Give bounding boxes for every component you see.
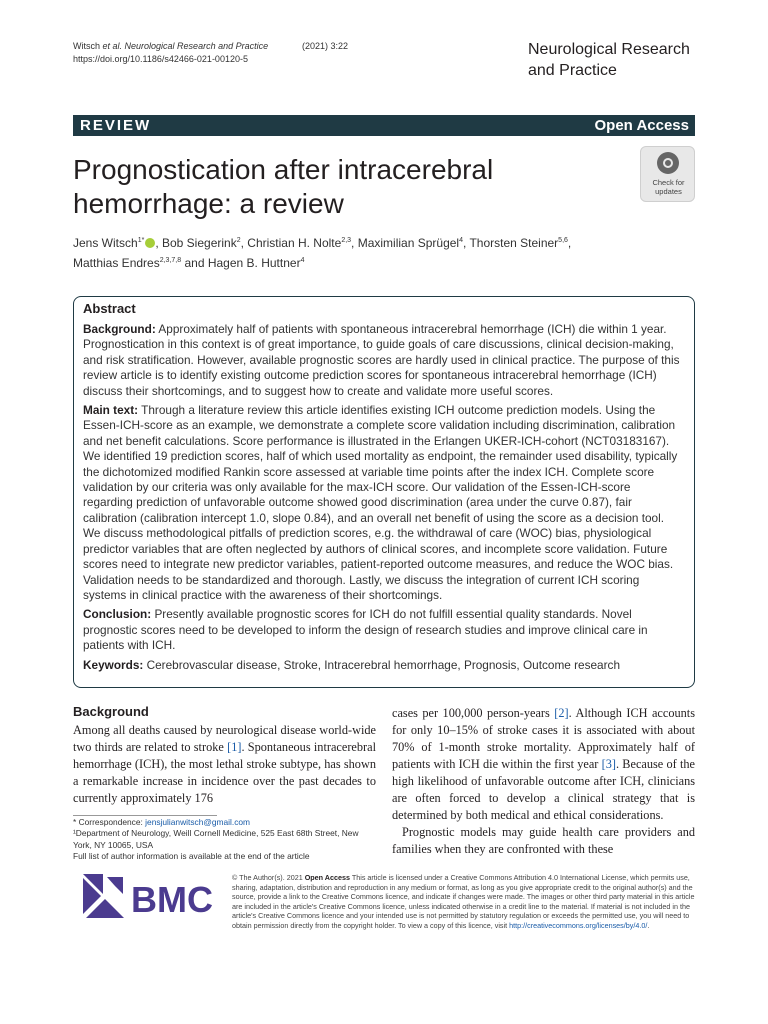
citation-line: Witsch et al. Neurological Research and Practice (73, 41, 269, 51)
article-title: Prognostication after intracerebral hemorrhage: a review (73, 154, 494, 219)
author-info-note: Full list of author information is available at the end of the article (73, 851, 310, 862)
bmc-logo (83, 874, 215, 920)
abstract-keywords: Keywords: Cerebrovascular disease, Stroke, Intracerebral hemorrhage, Prognosis, Outcome research (83, 657, 621, 672)
author-name[interactable]: Matthias Endres (73, 256, 160, 270)
body-right-column (392, 705, 695, 858)
section-heading: Background (73, 704, 149, 719)
abstract-main-text: Main text: Through a literature review this article identifies existing ICH outcome prediction models. Using the Essen-ICH-score as an example, we demonstrate a complete score validation including discrimination, calibration and net benefit calculations. Score performance is illustrated in the Erlangen UKER-ICH-cohort (NCT03183167). We identified 19 prediction scores, half of which used mortality as endpoint, the remainder used disability, typically the dichotomized modified Rankin score assessed at variable time points after the index ICH. Complete score validation by our criteria was only available for the max-ICH score. Our validation of the Essen-ICH-score regarding prediction of unfavorable outcome showed good discrimination (area under the curve 0.87), fair calibration (calibration intercept 1.0, slope 0.84), and an overall net benefit of using the score as a decision tool. We discuss methodological pitfalls of prediction scores, e.g. the withdrawal of care (WOC) bias, physiological predictor variables that are often neglected by authors of clinical scores, and incomplete score validation. Future scores need to integrate new predictor variables, patient-reported outcome measures, and reduce the WOC bias. Validation needs to be standardized and thorough. Lastly, we discuss the integration of current ICH scoring systems in clinical practice with the awareness of their shortcomings. (83, 403, 678, 602)
abstract-conclusion: Conclusion: Presently available prognostic scores for ICH do not fulfill essential quality standards. Novel prognostic scores need to be developed to inform the design of research studies and improve clinical care in patients with ICH. (83, 607, 648, 653)
check-for-updates-button[interactable] (640, 146, 695, 202)
bmc-logo-text: BMC (131, 879, 213, 920)
author-name[interactable]: Bob Siegerink (161, 236, 237, 250)
author-name[interactable]: Hagen B. Huttner (207, 256, 301, 270)
author-list: Jens Witsch$^{1*}$ , Bob Siegerink$^2$, Christian H. Nolte$^{2,3}$, Maximilian Sprügel$^4$, Thorsten Steiner$^{5,6}$, Matthias Endres$^{2,3,7,8}$ and Hagen B. Huttner$^4$ (73, 236, 572, 270)
body-left-column (73, 703, 376, 807)
orcid-icon[interactable] (145, 238, 155, 248)
abstract-body (83, 322, 683, 677)
abstract-box (73, 296, 695, 688)
footnotes (73, 817, 378, 863)
article-type-label: REVIEW (80, 117, 152, 134)
license-text: © The Author(s). 2021 Open Access This article is licensed under a Creative Commons Attribution 4.0 International License, which permits use, sharing, adaptation, distribution and reproduction in any medium or format, as long as you give appropriate credit to the original author(s) and the source, provide a link to the Creative Commons licence, and indicate if changes were made. The images or other third party material in this article are included in the article's Creative Commons licence, unless indicated otherwise in a credit line to the material. If material is not included in the article's Creative Commons licence and your intended use is not permitted by statutory regulation or exceeds the permitted use, you will need to obtain permission directly from the copyright holder. To view a copy of this licence, visit http://creativecommons.org/licenses/by/4.0/. (232, 873, 695, 930)
check-updates-label: Check for updates (652, 178, 685, 196)
body-paragraph: cases per 100,000 person-years [2]. Although ICH accounts for only 10–15% of stroke cases it is associated with about 70% of 1-month stroke mortality. Approximately half of patients with ICH die within the first year [3]. Because of the high likelihood of unfavorable outcome after ICH, clinicians are often forced to develop a clinical strategy that is determined by both medical and ethical considerations. (392, 706, 696, 822)
open-access-label: Open Access (594, 117, 689, 134)
email-link[interactable]: jensjulianwitsch@gmail.com (145, 817, 251, 827)
license-link[interactable]: http://creativecommons.org/licenses/by/4.0/ (509, 920, 648, 930)
author-name[interactable]: Maximilian Sprügel (357, 236, 460, 250)
citation-year: (2021) 3:22 (302, 41, 349, 51)
abstract-background: Background: Approximately half of patients with spontaneous intracerebral hemorrhage (ICH) die within 1 year. Prognostication in this context is of great importance, to guide goals of care discussions, clinical decision-making, and risk stratification. However, available prognostic scores are hardly used in clinical practice. The purpose of this review article is to identify existing outcome prediction scores for spontaneous intracerebral hemorrhage (ICH) discuss their shortcomings, and to suggest how to create and validate more useful scores. (83, 322, 680, 398)
journal-name: Neurological Research and Practice (528, 41, 690, 79)
author-name[interactable]: Thorsten Steiner (469, 236, 559, 250)
reference-link[interactable]: [2] (554, 706, 569, 720)
affiliation: ¹Department of Neurology, Weill Cornell Medicine, 525 East 68th Street, New York, NY 10065, USA (73, 828, 359, 850)
citation-journal: et al. Neurological Research and Practice (102, 41, 269, 51)
author-name[interactable]: Jens Witsch (73, 236, 138, 250)
abstract-heading: Abstract (83, 301, 136, 316)
correspondence: * Correspondence: jensjulianwitsch@gmail.com (73, 817, 251, 827)
reference-link[interactable]: [3] (601, 757, 616, 771)
footnote-divider (73, 815, 217, 816)
doi-link[interactable]: https://doi.org/10.1186/s42466-021-00120-5 (73, 54, 248, 64)
bmc-logo-mark-right (107, 877, 123, 894)
author-name[interactable]: Christian H. Nolte (247, 236, 342, 250)
reference-link[interactable]: [1] (227, 740, 242, 754)
check-updates-icon (657, 152, 679, 174)
body-paragraph: Among all deaths caused by neurological disease world-wide two thirds are related to stroke [1]. Spontaneous intracerebral hemorrhage (ICH), the most lethal stroke subtype, has shown a remarkable increase in incidence over the past decades to currently approximately 176 (73, 723, 376, 805)
body-paragraph: Prognostic models may guide health care providers and families when they are confronted with these (392, 825, 695, 856)
